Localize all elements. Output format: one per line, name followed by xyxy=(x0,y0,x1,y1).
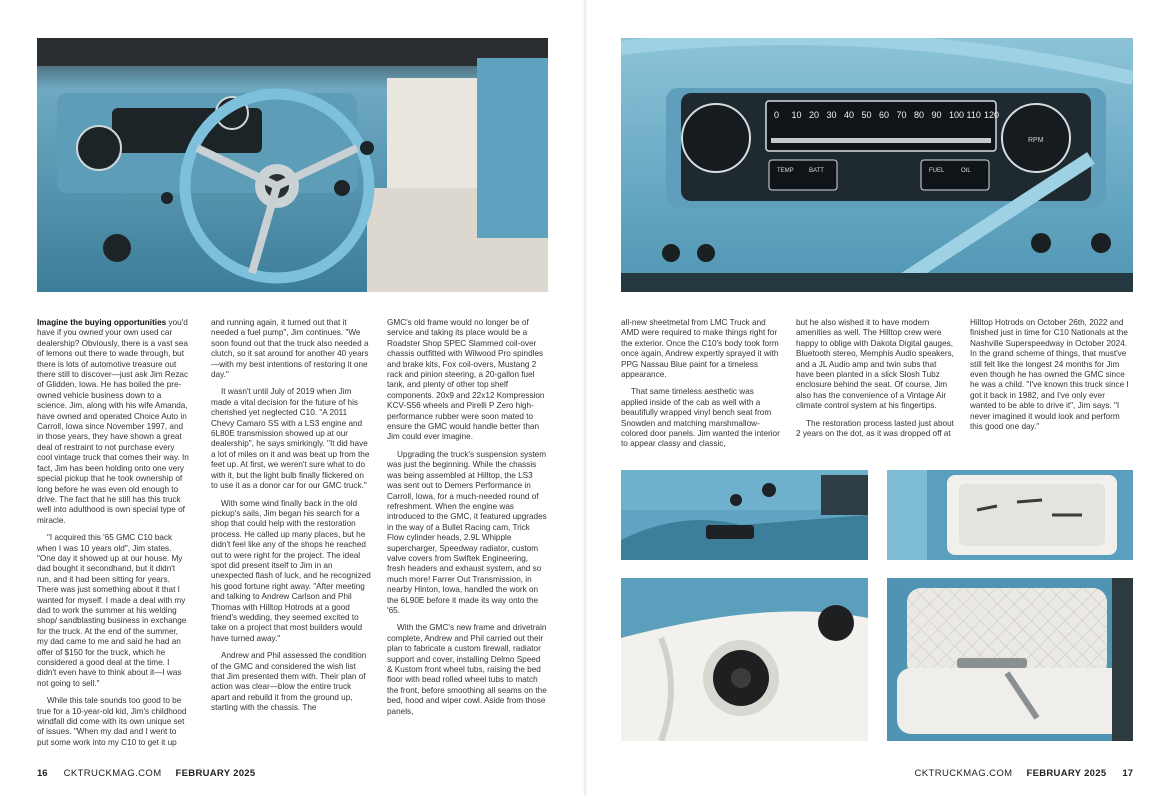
speedometer-number: 50 xyxy=(861,110,872,120)
left-folio xyxy=(37,768,255,779)
paragraph: but he also wished it to have modern amenities as well. The Hilltop crew were happy to oblige with Dakota Digital gauges, Bluetooth stereo, Memphis Audio speakers, and a JL Audio amp and twin subs that have been planted in a slick Slosh Tubz enclosure behind the seat. Of course, Jim also has the convenience of a Vintage Air climate control system at his fingertips. xyxy=(796,318,954,411)
paragraph: It wasn't until July of 2019 when Jim made a vital decision for the future of his cherished yet neglected C10. "A 2011 Chevy Camaro SS with a LS3 engine and 6L80E transmission showed up at our dealership", he says smirkingly. "It did have a lot of miles on it and was beat up from the feet up. At first, we weren't sure what to do with it, but the light bulb finally flickered on to use it as a donor car for our GMC truck." xyxy=(211,387,370,491)
gauge-cluster-photo xyxy=(621,38,1133,292)
paragraph: That same timeless aesthetic was applied inside of the cab as well with a beautifully wrapped vinyl bench seat from Snowden and matching marshmallow-colored door panels. Jim wanted the interior to appear classy and classic, xyxy=(621,387,780,449)
site-url: CKTRUCKMAG.COM xyxy=(63,768,162,779)
page-number: 17 xyxy=(1122,768,1133,779)
rpm-gauge-label: RPM xyxy=(1028,137,1044,144)
temp-gauge-label: TEMP xyxy=(777,168,794,174)
paragraph: The restoration process lasted just about 2 years on the dot, as it was dropped off at xyxy=(796,418,954,439)
dash-switches-photo xyxy=(621,470,868,560)
article-column-5 xyxy=(796,318,956,446)
speedometer-number: 90 xyxy=(931,110,942,120)
batt-gauge-label: BATT xyxy=(809,168,824,174)
paragraph: With some wind finally back in the old pickup's sails, Jim began his search for a shop that could help with the restoration process. He called up many places, but he didn't feel like any of the shops he reached out to were right for the project. The ideal spot did present itself to Jim in an unexpected flash of luck, and he recognized his good fortune right away. "After meeting and talking to Andrew Carlson and Phil Thomas with Hilltop Hotrods at a good friend's wedding, they seemed excited to take on a project that most builders would have turned away." xyxy=(211,498,371,643)
paragraph: all-new sheetmetal from LMC Truck and AMD were required to make things right for the exterior. Once the C10's body took form once again, Andrew expertly sprayed it with PPG Nassau Blue paint for a timeless appearance. xyxy=(621,318,779,380)
paragraph: and running again, it turned out that it needed a fuel pump", Jim continues. "We soon found out that the truck also needed a clutch, so it sat around for another 40 years—with my best intentions of restoring it one day." xyxy=(211,318,369,380)
speedometer-number: 100 xyxy=(949,110,965,120)
site-url: CKTRUCKMAG.COM xyxy=(914,768,1013,779)
speedometer-number: 40 xyxy=(844,110,855,120)
right-page xyxy=(585,0,1170,796)
speedometer-number: 70 xyxy=(896,110,907,120)
speedometer-number: 80 xyxy=(914,110,925,120)
article-column-6 xyxy=(970,318,1133,439)
bench-seat-photo xyxy=(887,578,1133,741)
paragraph: "I acquired this '65 GMC C10 back when I was 10 years old", Jim states. "One day it showed up at our house. My dad bought it secondhand, but it didn't run, and it had been sitting for years. There was just something about it that I wanted for myself. I made a deal with my dad to work the summer at his welding shop/ sandblasting business in exchange for the truck. At the end of the summer, my dad came to me and said he had an offer of $150 for the truck, which he considered a good deal at the time. I didn't even have to think about it—I was not going to sell." xyxy=(37,533,187,688)
door-panel-photo xyxy=(887,470,1133,560)
speedometer-number: 10 xyxy=(791,110,802,120)
article-column-3 xyxy=(387,318,548,724)
paragraph: Hilltop Hotrods on October 26th, 2022 and finished just in time for C10 Nationals at the Nashville Superspeedway in October 2024. In the grand scheme of things, that must've still felt like the longest 24 months for Jim even though he has owned the GMC since he was a child. "I've known this truck since I got it back in 1982, and I've only ever wanted to be able to drive it", Jim says. "I never imagined it would look and perform this good one day." xyxy=(970,318,1129,432)
speedometer-number: 30 xyxy=(826,110,837,120)
speedometer-number: 20 xyxy=(809,110,820,120)
article-column-1 xyxy=(37,318,189,755)
fuel-gauge-label: FUEL xyxy=(929,168,945,174)
paragraph: While this tale sounds too good to be true for a 10-year-old kid, Jim's childhood windfall did come with its own unique set of issues. "When my dad and I went to put some work into my C10 to get it up xyxy=(37,696,187,747)
issue-date: FEBRUARY 2025 xyxy=(175,768,256,779)
speedometer-number: 60 xyxy=(879,110,890,120)
speedometer-number: 120 xyxy=(984,110,1000,120)
issue-date: FEBRUARY 2025 xyxy=(1026,768,1107,779)
speedometer-number: 110 xyxy=(966,110,981,120)
paragraph: With the GMC's new frame and drivetrain complete, Andrew and Phil carried out their plan to fabricate a custom firewall, radiator support and cover, installing Delmo Speed & Kustom front wheel tubs, raising the bed floor with bead rolled wheel tubs to match the front, before smoothing all seams on the bed, hood and wiper cowl. Aside from those panels, xyxy=(387,623,547,716)
page-number: 16 xyxy=(37,768,48,779)
paragraph: Upgrading the truck's suspension system was just the beginning. While the chassis was being assembled at Hilltop, the LS3 was sent out to Demers Performance in Carroll, Iowa, for a much-needed round of refreshment. When the engine was introduced to the GMC, it featured upgrades in the way of a Bullet Racing cam, Trick Flow cylinder heads, 2.9L Whipple supercharger, Speedway radiator, custom valve covers from Swiftek Engineering, fresh headers and exhaust system, and so much more! Farrer Out Transmission, in nearby Hinton, Iowa, handled the work on the 6L90E before it made its way onto the '65. xyxy=(387,449,547,615)
article-column-2 xyxy=(211,318,371,721)
steering-wheel-photo xyxy=(37,38,548,292)
oil-gauge-label: OIL xyxy=(961,168,971,174)
paragraph: Andrew and Phil assessed the condition of the GMC and considered the wish list that Jim presented them with. Their plan of action was clear—blow the entire truck apart and rebuild it from the ground up, starting with the chassis. The xyxy=(211,651,367,713)
paragraph: Imagine the buying opportunities you'd have if you owned your own used car dealership? Obviously, there is a vast sea of lemons out there to wade through, but there is lots of automotive treasure out there still to discover—just ask Jim Rezac of Glidden, Iowa. He has boiled the pre-owned vehicle business down to a science. Jim, along with his wife Amanda, have owned and operated Choice Auto in Carroll, Iowa since November 1997, and in those years, they have shown a great deal of restraint to not purchase every cool vintage truck that comes their way. In fact, Jim has been holding onto one very special pickup that he took ownership of long before he was even old enough to drive. The fact that he still has this truck well into adulthood is own special type of miracle. xyxy=(37,318,189,525)
speedometer-number: 0 xyxy=(774,110,780,120)
article-column-4 xyxy=(621,318,781,457)
paragraph: GMC's old frame would no longer be of service and taking its place would be a Roadster Shop SPEC Slammed coil-over chassis outfitted with Wilwood Pro spindles and brake kits, Fox coil-overs, Mustang 2 rack and pinion steering, a 20-gallon fuel tank, and plenty of other top shelf components. 20x9 and 22x12 Kompression KCV-S56 wheels and Pirelli P Zero high-performance rubber were soon mated to ensure the GMC would handle better than Jim could ever imagine. xyxy=(387,318,545,442)
speaker-enclosure-photo xyxy=(621,578,868,741)
right-folio xyxy=(915,768,1133,779)
